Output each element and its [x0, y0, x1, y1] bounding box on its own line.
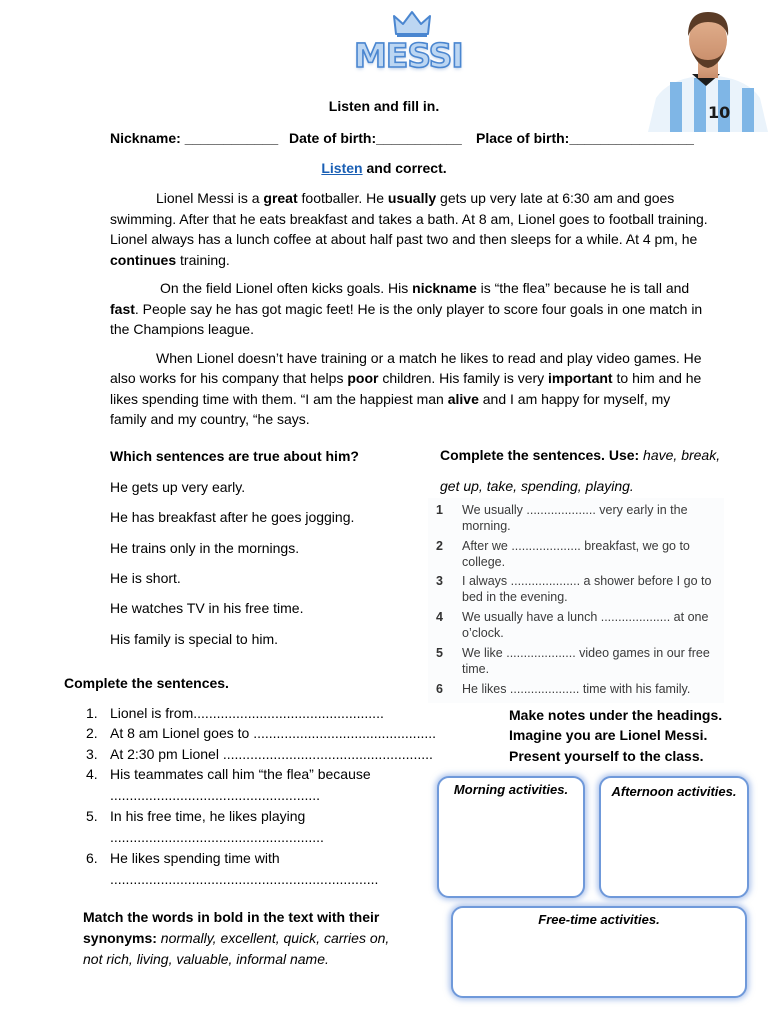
true-sentence-3: He trains only in the mornings. [110, 540, 300, 556]
item-number: 5. [86, 808, 98, 824]
text-segment: footballer. He [297, 190, 388, 206]
true-sentence-6: His family is special to him. [110, 631, 279, 647]
morning-activities-label: Morning activities. [453, 782, 569, 797]
complete-list [86, 705, 466, 895]
exercise-number: 2 [436, 539, 443, 553]
paragraph-1 [110, 188, 710, 270]
true-sentences-heading: Which sentences are true about him? [110, 448, 359, 464]
item-blank: ....................................................... [110, 829, 324, 845]
item-text: Lionel is from................................................. [110, 705, 384, 721]
item-number: 6. [86, 850, 98, 866]
bold-word: usually [387, 190, 437, 206]
notes-line-2: Imagine you are Lionel Messi. [509, 727, 708, 743]
bold-word: nickname [412, 280, 477, 296]
exercise-text: After we .................... breakfast, we go to college. [462, 539, 690, 569]
afternoon-activities-label: Afternoon activities. [611, 784, 737, 799]
reading-text [110, 188, 710, 430]
listen-link[interactable]: Listen [321, 160, 363, 176]
text-segment: training. [176, 251, 230, 268]
exercise-text: We usually have a lunch .................... at one o’clock. [462, 610, 709, 640]
complete-use-words-2: get up, take, spending, playing. [440, 478, 634, 494]
text-segment: gets up very late at 6:30 am and goes swimming. After that he eats breakfast and takes a bath. At 8 am, Lionel goes to football training. Lionel always has a lunch coffee at about half past two and then sleeps for a while. At 4 pm, he [110, 190, 708, 247]
exercise-image-list [428, 498, 724, 703]
free-time-activities-box[interactable] [451, 906, 747, 998]
text-segment: to him and he likes spending time with them. “I am the happiest man [110, 370, 702, 407]
bold-word: important [548, 370, 613, 386]
text-segment: When Lionel doesn’t have training or a match he likes to read and play video games. He also works for his company that helps [110, 349, 702, 386]
notes-line-1: Make notes under the headings. [509, 707, 723, 723]
crown-icon [392, 10, 432, 38]
text-segment: . People say he has got magic feet! He is the only player to score four goals in one match in the Champions league. [110, 300, 703, 337]
text-segment: is “the flea” because he is tall and [476, 280, 690, 296]
bold-word: alive [447, 390, 479, 407]
exercise-text: We like .................... video games in our free time. [462, 646, 710, 676]
listen-correct-rest: and correct. [362, 160, 447, 176]
paragraph-2 [110, 278, 710, 340]
bold-word: fast [110, 300, 135, 317]
exercise-text: I always .................... a shower before I go to bed in the evening. [462, 574, 712, 604]
notes-line-3: Present yourself to the class. [509, 748, 704, 764]
true-sentence-1: He gets up very early. [110, 479, 246, 495]
bold-word: poor [347, 370, 379, 386]
text-segment: On the field Lionel often kicks goals. His [160, 280, 413, 296]
item-text: He likes spending time with [110, 850, 280, 866]
complete-use-words-1: have, break, [639, 447, 721, 463]
item-number: 1. [86, 705, 98, 721]
match-instruction-bold: Match the words in bold in the text with their synonyms: [83, 909, 380, 946]
text-segment: and I am happy for myself, my family and my country, “he says. [110, 390, 671, 427]
item-number: 3. [86, 746, 98, 762]
complete-heading: Complete the sentences. [64, 675, 229, 691]
paragraph-3 [110, 348, 710, 430]
item-number: 4. [86, 766, 98, 782]
date-of-birth-field: Date of birth:___________ [289, 130, 462, 146]
true-sentence-5: He watches TV in his free time. [110, 600, 304, 616]
complete-use-label: Complete the sentences. Use: [440, 447, 640, 463]
text-segment: children. His family is very [378, 370, 549, 386]
bold-word: great [263, 190, 298, 206]
exercise-text: We usually .................... very early in the morning. [462, 503, 688, 533]
exercise-text: He likes .................... time with his family. [462, 682, 691, 696]
messi-logo: MESSI [354, 36, 463, 75]
true-sentence-4: He is short. [110, 570, 181, 586]
complete-use-heading [440, 447, 720, 463]
exercise-number: 6 [436, 682, 443, 696]
exercise-number: 1 [436, 503, 443, 517]
item-blank: ..................................................................... [110, 871, 379, 887]
place-of-birth-field: Place of birth:________________ [476, 130, 694, 146]
item-text: At 8 am Lionel goes to ............................................... [110, 725, 437, 741]
svg-text:10: 10 [708, 103, 731, 122]
nickname-field: Nickname: ____________ [110, 130, 279, 146]
match-synonyms: normally, excellent, quick, carries on, not rich, living, valuable, informal name. [83, 930, 390, 967]
free-time-activities-label: Free-time activities. [538, 912, 660, 927]
true-sentence-2: He has breakfast after he goes jogging. [110, 509, 355, 525]
item-text: At 2:30 pm Lionel ...................................................... [110, 746, 433, 762]
match-instructions [83, 907, 403, 970]
exercise-number: 5 [436, 646, 443, 660]
text-segment: Lionel Messi is a [156, 190, 264, 206]
item-blank: ...................................................... [110, 787, 321, 803]
exercise-number: 3 [436, 574, 443, 588]
morning-activities-box[interactable] [437, 776, 585, 898]
afternoon-activities-box[interactable] [599, 776, 749, 898]
listen-correct-heading [0, 160, 768, 176]
item-text: His teammates call him “the flea” because [110, 766, 371, 782]
listen-fill-title: Listen and fill in. [328, 98, 440, 114]
item-number: 2. [86, 725, 98, 741]
exercise-number: 4 [436, 610, 443, 624]
bold-word: continues [110, 251, 177, 268]
item-text: In his free time, he likes playing [110, 808, 306, 824]
